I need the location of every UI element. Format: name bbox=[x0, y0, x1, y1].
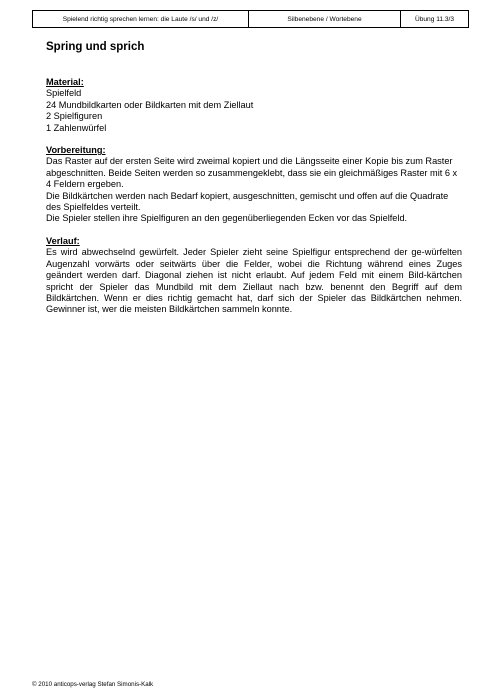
procedure-text: Es wird abwechselnd gewürfelt. Jeder Spieler zieht seine Spielfigur entsprechend der ge-würfelten Augenzahl vorwärts oder seitwärts über die Felder, wobei die Richtung während eines Zuges geändert werden darf. Diagonal ziehen ist nicht erlaubt. Auf jedem Feld mit einem Bild-kärtchen spricht der Spieler das Mundbild mit dem Ziellaut nach bzw. benennt den Begriff auf dem Bildkärtchen. Wenn er dies richtig gemacht hat, darf sich der Spieler das Bildkärtchen nehmen. Gewinner ist, wer die meisten Bildkärtchen sammeln konnte. bbox=[46, 247, 462, 315]
material-item: 24 Mundbildkarten oder Bildkarten mit dem Ziellaut bbox=[46, 99, 254, 110]
procedure-heading: Verlauf: bbox=[46, 235, 80, 246]
procedure-section bbox=[46, 236, 462, 316]
material-item: 1 Zahlenwürfel bbox=[46, 122, 107, 133]
material-heading: Material: bbox=[46, 77, 84, 87]
material-item: Spielfeld bbox=[46, 88, 82, 99]
preparation-paragraph: Die Spieler stellen ihre Spielfiguren an den gegenüberliegenden Ecken vor das Spielfeld. bbox=[46, 213, 408, 224]
header-exercise-number: Übung 11.3/3 bbox=[414, 15, 455, 23]
preparation-section bbox=[46, 145, 462, 225]
preparation-paragraph: Die Bildkärtchen werden nach Bedarf kopiert, ausgeschnitten, gemischt und offen auf die Quadrate des Spielfeldes verteilt. bbox=[46, 190, 449, 213]
document-body bbox=[46, 77, 462, 327]
preparation-paragraph: Das Raster auf der ersten Seite wird zweimal kopiert und die Längsseite einer Kopie bis zum Raster abgeschnitten. Beide Seiten werden so zusammengeklebt, dass sie ein gleichmäßiges Raster mit 6 x 4 Feldern ergeben. bbox=[46, 156, 458, 190]
copyright-footer: © 2010 anticops-verlag Stefan Simonis-Kalk bbox=[32, 681, 154, 688]
material-section bbox=[46, 77, 462, 134]
preparation-heading: Vorbereitung: bbox=[46, 145, 106, 156]
material-item: 2 Spielfiguren bbox=[46, 111, 103, 122]
page-title: Spring und sprich bbox=[46, 41, 145, 53]
header-level: Silbenebene / Wortebene bbox=[249, 11, 401, 27]
page-header bbox=[32, 10, 469, 28]
header-topic: Spielend richtig sprechen lernen: die Laute /s/ und /z/ bbox=[33, 11, 249, 27]
